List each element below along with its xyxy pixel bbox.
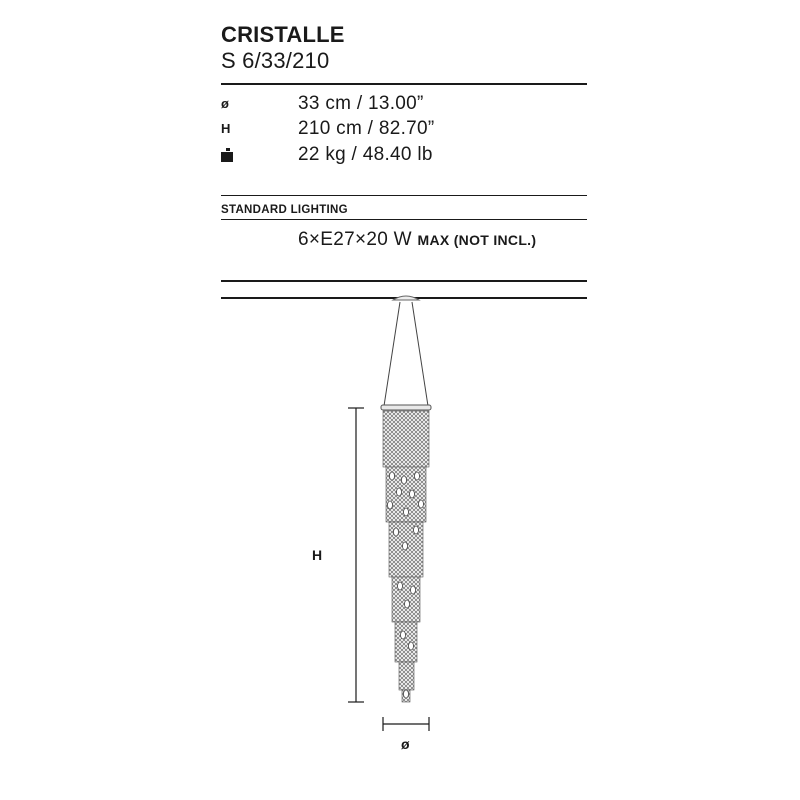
- chain-tier-4: [392, 577, 420, 622]
- diameter-dimension-label: ø: [401, 736, 410, 752]
- section-label-lighting: STANDARD LIGHTING: [221, 204, 348, 216]
- cable-left: [384, 302, 400, 406]
- product-name: CRISTALLE: [221, 22, 345, 47]
- chain-tier-5: [395, 622, 417, 662]
- lighting-note: MAX (NOT INCL.): [417, 232, 537, 248]
- spec-height-value: 210 cm / 82.70”: [298, 118, 435, 139]
- lighting-value: 6×E27×20 W: [298, 229, 412, 250]
- height-dimension-label: H: [312, 547, 323, 563]
- height-symbol: H: [221, 121, 231, 136]
- chain-tier-6: [399, 662, 414, 690]
- top-ring: [381, 405, 431, 410]
- product-code: S 6/33/210: [221, 48, 330, 73]
- ceiling-canopy: [393, 296, 419, 300]
- cable-right: [412, 302, 428, 406]
- spec-diameter-value: 33 cm / 13.00”: [298, 93, 424, 114]
- diameter-symbol: ø: [221, 96, 229, 111]
- spec-weight-value: 22 kg / 48.40 lb: [298, 144, 433, 165]
- chain-tier-1: [383, 411, 429, 467]
